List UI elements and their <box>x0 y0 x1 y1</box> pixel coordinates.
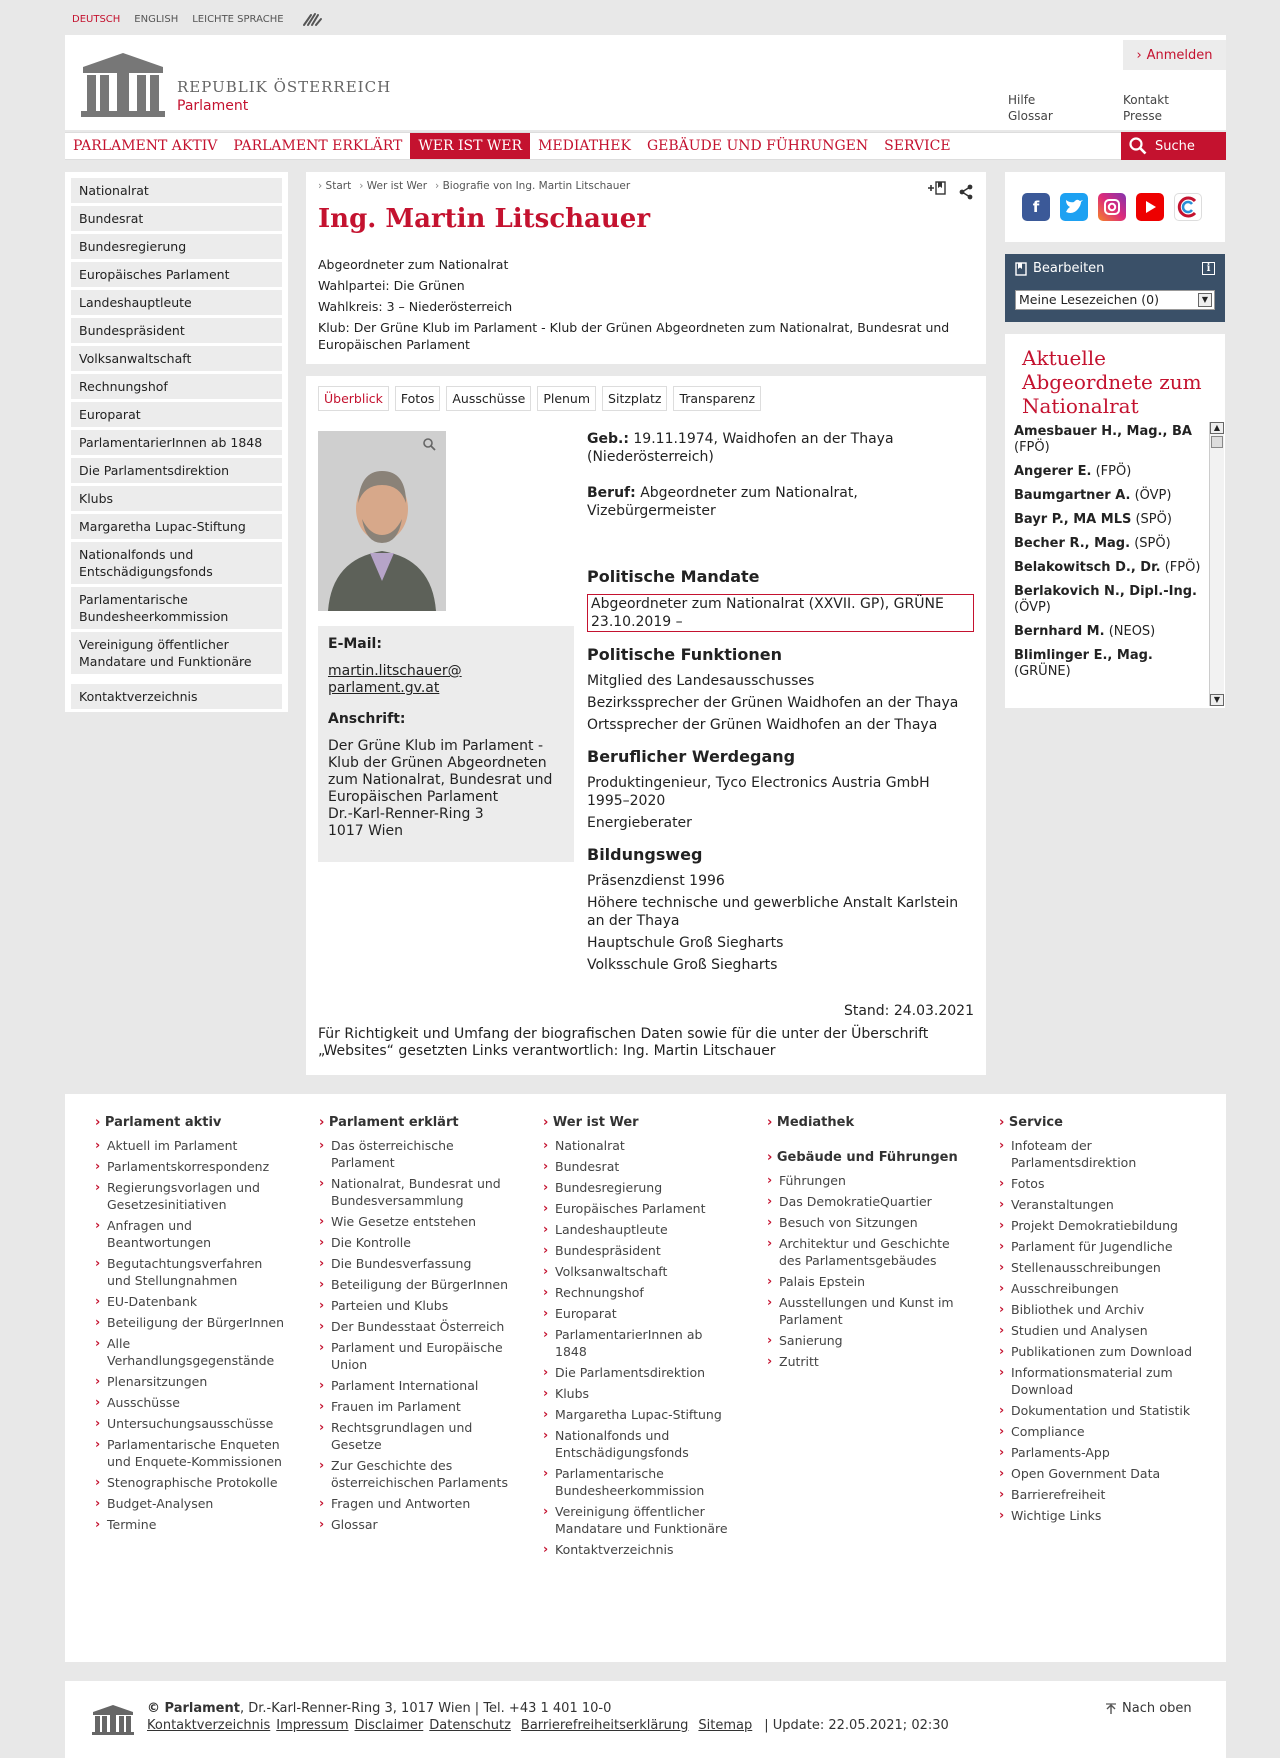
footer-link[interactable]: › Plenarsitzungen <box>95 1373 285 1390</box>
footer-link[interactable]: › Führungen <box>767 1172 967 1189</box>
education-item: Volksschule Groß Siegharts <box>587 957 778 973</box>
mp-list-item[interactable]: Blimlinger E., Mag. (GRÜNE) <box>1014 648 1153 679</box>
link-kontaktverzeichnis[interactable]: Kontaktverzeichnis <box>147 1718 271 1733</box>
mp-list-scrollbar[interactable] <box>1209 422 1224 706</box>
person-district: Wahlkreis: 3 – Niederösterreich <box>318 299 513 314</box>
footer-link[interactable]: › Infoteam der Parlamentsdirektion <box>999 1137 1199 1171</box>
parliament-small-logo-icon <box>91 1705 135 1735</box>
person-header-panel <box>306 172 986 364</box>
facebook-icon[interactable]: f <box>1022 193 1050 221</box>
footer-link[interactable]: › Anfragen und Beantwortungen <box>95 1217 285 1251</box>
born-label: Geb.: <box>587 431 629 447</box>
footer-link[interactable]: › Ausschreibungen <box>999 1280 1199 1297</box>
person-detail-panel <box>306 376 986 1075</box>
footer-link[interactable]: › Architektur und Geschichte des Parlamentsgebäudes <box>767 1235 967 1269</box>
tab-sitzplatz[interactable]: Sitzplatz <box>602 386 667 411</box>
footer-link[interactable]: › Beteiligung der BürgerInnen <box>319 1276 509 1293</box>
help-link[interactable]: Hilfe <box>1008 93 1036 107</box>
education-item: Präsenzdienst 1996 <box>587 873 725 889</box>
address-street: Dr.-Karl-Renner-Ring 3 <box>328 806 484 822</box>
nav-parlament-erklaert[interactable]: PARLAMENT ERKLÄRT <box>233 138 403 154</box>
footer-link[interactable]: › EU-Datenbank <box>95 1293 285 1310</box>
site-footer <box>65 1094 1226 1662</box>
footer-link[interactable]: › Sanierung <box>767 1332 967 1349</box>
login-button[interactable]: › Anmelden <box>1123 40 1226 70</box>
footer-link[interactable]: › Glossar <box>319 1516 509 1533</box>
logo-subtitle: Parlament <box>177 98 249 114</box>
contact-box <box>318 626 574 862</box>
tab-fotos[interactable]: Fotos <box>395 386 440 411</box>
glossary-link[interactable]: Glossar <box>1008 109 1053 123</box>
bearbeiten-label[interactable]: Bearbeiten <box>1033 261 1105 276</box>
footer-col-parlament-erklaert <box>319 1114 509 1537</box>
footer-heading[interactable]: › Mediathek <box>767 1114 967 1131</box>
footer-link[interactable]: › Parlaments-App <box>999 1444 1199 1461</box>
info-icon[interactable]: i <box>1202 262 1215 275</box>
disclaimer-text: Für Richtigkeit und Umfang der biografischen Daten sowie für die unter der Überschrift „Websites“ gesetzten Links verantwortlich: Ing. Martin Litschauer <box>318 1026 929 1059</box>
footer-link[interactable]: › Veranstaltungen <box>999 1196 1199 1213</box>
share-icon[interactable] <box>958 184 974 200</box>
profile-tabs <box>318 386 761 411</box>
footer-link[interactable]: › Alle Verhandlungsgegenstände <box>95 1335 285 1369</box>
mp-list-item[interactable]: Becher R., Mag. (SPÖ) <box>1014 536 1171 551</box>
search-button[interactable]: Suche <box>1121 132 1226 160</box>
function-item: Ortssprecher der Grünen Waidhofen an der Thaya <box>587 717 938 733</box>
sidebar-item-kontaktverzeichnis[interactable]: Kontaktverzeichnis <box>71 684 282 709</box>
footer-link[interactable]: › Begutachtungsverfahren und Stellungnahmen <box>95 1255 285 1289</box>
search-icon <box>1129 137 1147 155</box>
footer-col-parlament-aktiv <box>95 1114 285 1537</box>
footer-link[interactable]: › Aktuell im Parlament <box>95 1137 285 1154</box>
tab-ueberblick[interactable]: Überblick <box>318 386 389 411</box>
arrow-up-icon <box>1106 1703 1116 1715</box>
parliament-building-icon <box>79 53 167 117</box>
address-club: Der Grüne Klub im Parlament - Klub der Grünen Abgeordneten zum Nationalrat, Bundesrat und Europäischen Parlament <box>328 738 553 805</box>
stand-date: Stand: 24.03.2021 <box>843 1003 974 1019</box>
job-label: Beruf: <box>587 485 636 501</box>
bottom-bar <box>65 1681 1226 1758</box>
born-value: 19.11.1974, Waidhofen an der Thaya (Niederösterreich) <box>587 431 894 465</box>
sidebar-item-parlamentsdirektion[interactable]: Die Parlamentsdirektion <box>71 458 282 483</box>
functions-heading: Politische Funktionen <box>587 645 782 664</box>
breadcrumb-wer-ist-wer[interactable]: Wer ist Wer <box>366 180 428 192</box>
footer-link[interactable]: › Untersuchungsausschüsse <box>95 1415 285 1432</box>
bookmarks-select[interactable]: Meine Lesezeichen (0) ▼ <box>1015 290 1215 310</box>
lang-deutsch[interactable]: DEUTSCH <box>72 14 121 25</box>
footer-link[interactable]: › Termine <box>95 1516 285 1533</box>
scrollbar-thumb[interactable] <box>1211 436 1223 448</box>
mp-list-item[interactable]: Baumgartner A. (ÖVP) <box>1014 488 1172 503</box>
sidebar-item-vereinigung[interactable]: Vereinigung öffentlicher Mandatare und Funktionäre <box>71 632 282 674</box>
footer-link[interactable]: › Compliance <box>999 1423 1199 1440</box>
twitter-icon[interactable] <box>1060 193 1088 221</box>
nav-parlament-aktiv[interactable]: PARLAMENT AKTIV <box>73 138 218 154</box>
person-party: Wahlpartei: Die Grünen <box>318 278 465 293</box>
footer-link[interactable]: › Regierungsvorlagen und Gesetzesinitiativen <box>95 1179 285 1213</box>
scroll-up-arrow-icon[interactable]: ▲ <box>1210 422 1224 434</box>
education-item: Hauptschule Groß Siegharts <box>587 935 784 951</box>
sidebar <box>65 172 288 712</box>
sidebar-item-nationalfonds[interactable]: Nationalfonds und Entschädigungsfonds <box>71 542 282 584</box>
footer-col-mediathek <box>767 1114 967 1374</box>
footer-link[interactable]: › Kontaktverzeichnis <box>543 1541 733 1558</box>
footer-link[interactable]: › Frauen im Parlament <box>319 1398 509 1415</box>
sidebar-item-rechnungshof[interactable]: Rechnungshof <box>71 374 282 399</box>
email-link[interactable]: martin.litschauer@ parlament.gv.at <box>328 663 462 696</box>
current-mps-heading: Aktuelle Abgeordnete zum Nationalrat <box>1022 346 1202 418</box>
current-mps-panel <box>1005 334 1225 708</box>
help-links <box>1008 92 1053 124</box>
footer-link[interactable]: › Palais Epstein <box>767 1273 967 1290</box>
footer-link[interactable]: › Parlament für Jugendliche <box>999 1238 1199 1255</box>
footer-link[interactable]: › Vereinigung öffentlicher Mandatare und Funktionäre <box>543 1503 733 1537</box>
career-heading: Beruflicher Werdegang <box>587 747 796 766</box>
footer-link[interactable]: › Die Parlamentsdirektion <box>543 1364 733 1381</box>
footer-link[interactable]: › Fragen und Antworten <box>319 1495 509 1512</box>
footer-link[interactable]: › Zur Geschichte des österreichischen Parlaments <box>319 1457 509 1491</box>
bookmarks-panel <box>1005 254 1225 322</box>
contact-links <box>1123 92 1169 124</box>
youtube-icon[interactable] <box>1136 193 1164 221</box>
education-heading: Bildungsweg <box>587 845 703 864</box>
breadcrumb-current: Biografie von Ing. Martin Litschauer <box>442 180 631 192</box>
mp-list-item[interactable]: Berlakovich N., Dipl.-Ing. (ÖVP) <box>1014 584 1197 615</box>
press-link[interactable]: Presse <box>1123 109 1162 123</box>
footer-link[interactable]: › Beteiligung der BürgerInnen <box>95 1314 285 1331</box>
nav-service[interactable]: SERVICE <box>884 138 951 154</box>
footer-link[interactable]: › Europarat <box>543 1305 733 1322</box>
footer-link[interactable]: › Bibliothek und Archiv <box>999 1301 1199 1318</box>
footer-link[interactable]: › Parlament und Europäische Union <box>319 1339 509 1373</box>
footer-link[interactable]: › Stenographische Protokolle <box>95 1474 285 1491</box>
lang-english[interactable]: ENGLISH <box>134 14 179 25</box>
job-value: Abgeordneter zum Nationalrat, Vizebürgermeister <box>587 485 858 519</box>
sidebar-item-klubs[interactable]: Klubs <box>71 486 282 511</box>
footer-link[interactable]: › Bundesrat <box>543 1158 733 1175</box>
instagram-icon[interactable] <box>1098 193 1126 221</box>
sidebar-item-parlamentarierinnen[interactable]: ParlamentarierInnen ab 1848 <box>71 430 282 455</box>
footer-link[interactable]: › Wie Gesetze entstehen <box>319 1213 509 1230</box>
mp-list-item[interactable]: Belakowitsch D., Dr. (FPÖ) <box>1014 560 1201 575</box>
footer-link[interactable]: › Klubs <box>543 1385 733 1402</box>
footer-link[interactable]: › Margaretha Lupac-Stiftung <box>543 1406 733 1423</box>
footer-link[interactable]: › Stellenausschreibungen <box>999 1259 1199 1276</box>
footer-link[interactable]: › ParlamentarierInnen ab 1848 <box>543 1326 733 1360</box>
language-bar <box>72 14 324 27</box>
link-impressum[interactable]: Impressum <box>276 1718 349 1733</box>
lang-leichte-sprache[interactable]: LEICHTE SPRACHE <box>192 14 284 25</box>
biography <box>587 430 974 978</box>
footer-link[interactable]: › Landeshauptleute <box>543 1221 733 1238</box>
zoom-icon[interactable] <box>422 437 436 451</box>
function-item: Bezirkssprecher der Grünen Waidhofen an der Thaya <box>587 695 959 711</box>
tab-plenum[interactable]: Plenum <box>537 386 596 411</box>
footer-link[interactable]: › Parteien und Klubs <box>319 1297 509 1314</box>
mandates-heading: Politische Mandate <box>587 567 760 586</box>
footer-link[interactable]: › Publikationen zum Download <box>999 1343 1199 1360</box>
footer-link[interactable]: › Ausschüsse <box>95 1394 285 1411</box>
footer-heading[interactable]: › Parlament aktiv <box>95 1114 285 1131</box>
link-barrierefreiheit[interactable]: Barrierefreiheitserklärung <box>520 1718 689 1733</box>
footer-link[interactable]: › Europäisches Parlament <box>543 1200 733 1217</box>
mp-list-item[interactable]: Angerer E. (FPÖ) <box>1014 464 1132 479</box>
footer-link[interactable]: › Das DemokratieQuartier <box>767 1193 967 1210</box>
parliament-logo[interactable] <box>79 53 391 117</box>
footer-link[interactable]: › Rechtsgrundlagen und Gesetze <box>319 1419 509 1453</box>
social-media-bar <box>1005 172 1225 242</box>
breadcrumb: › Start › Wer ist Wer › Biografie von Ing. Martin Litschauer <box>318 180 631 192</box>
portrait-photo[interactable] <box>318 431 446 611</box>
career-item: Energieberater <box>587 815 692 831</box>
footer-link[interactable]: › Parlamentarische Bundesheerkommission <box>543 1465 733 1499</box>
sign-language-icon[interactable] <box>302 11 324 27</box>
copyright-line: © Parlament, Dr.-Karl-Renner-Ring 3, 1017 Wien | Tel. +43 1 401 10-0 <box>147 1701 612 1716</box>
footer-heading[interactable]: › Parlament erklärt <box>319 1114 509 1131</box>
footer-link[interactable]: › Nationalrat <box>543 1137 733 1154</box>
footer-heading[interactable]: › Service <box>999 1114 1199 1131</box>
tab-transparenz[interactable]: Transparenz <box>673 386 761 411</box>
sidebar-item-bundesrat[interactable]: Bundesrat <box>71 206 282 231</box>
footer-col-service <box>999 1114 1199 1528</box>
link-datenschutz[interactable]: Datenschutz <box>429 1718 511 1733</box>
logo-title: REPUBLIK ÖSTERREICH <box>177 78 392 96</box>
update-timestamp: | Update: 22.05.2021; 02:30 <box>764 1718 949 1733</box>
footer-link[interactable]: › Nationalrat, Bundesrat und Bundesversammlung <box>319 1175 509 1209</box>
footer-link[interactable]: › Die Bundesverfassung <box>319 1255 509 1272</box>
footer-link[interactable]: › Dokumentation und Statistik <box>999 1402 1199 1419</box>
site-header <box>65 35 1226 130</box>
footer-link[interactable]: › Budget-Analysen <box>95 1495 285 1512</box>
mp-list-item[interactable]: Bayr P., MA MLS (SPÖ) <box>1014 512 1172 527</box>
nav-wer-ist-wer[interactable]: WER IST WER <box>410 133 530 159</box>
mp-list-item[interactable]: Bernhard M. (NEOS) <box>1014 624 1156 639</box>
nav-mediathek[interactable]: MEDIATHEK <box>538 138 631 154</box>
email-label: E-Mail: <box>328 636 382 652</box>
bookmark-icon <box>1015 262 1027 276</box>
footer-link[interactable]: › Der Bundesstaat Österreich <box>319 1318 509 1335</box>
footer-col-wer-ist-wer <box>543 1114 733 1562</box>
portrait-image <box>318 431 446 611</box>
footer-link[interactable]: › Parlamentarische Enqueten und Enquete-Kommissionen <box>95 1436 285 1470</box>
person-info <box>318 254 958 353</box>
legal-links <box>147 1718 949 1733</box>
footer-link[interactable]: › Informationsmaterial zum Download <box>999 1364 1199 1398</box>
footer-link[interactable]: › Parlamentskorrespondenz <box>95 1158 285 1175</box>
footer-link[interactable]: › Ausstellungen und Kunst im Parlament <box>767 1294 967 1328</box>
breadcrumb-start[interactable]: Start <box>325 180 352 192</box>
link-disclaimer[interactable]: Disclaimer <box>354 1718 424 1733</box>
footer-link[interactable]: › Open Government Data <box>999 1465 1199 1482</box>
footer-link[interactable]: › Das österreichische Parlament <box>319 1137 509 1171</box>
main-navigation <box>65 132 1226 160</box>
education-item: Höhere technische und gewerbliche Anstalt Karlstein an der Thaya <box>587 895 959 929</box>
sidebar-item-volksanwaltschaft[interactable]: Volksanwaltschaft <box>71 346 282 371</box>
mp-list <box>1005 424 1210 706</box>
link-sitemap[interactable]: Sitemap <box>698 1718 753 1733</box>
footer-link[interactable]: › Bundespräsident <box>543 1242 733 1259</box>
bookmark-add-icon[interactable] <box>927 180 947 196</box>
footer-link[interactable]: › Wichtige Links <box>999 1507 1199 1524</box>
address-label: Anschrift: <box>328 711 406 727</box>
tab-ausschuesse[interactable]: Ausschüsse <box>446 386 531 411</box>
footer-link[interactable]: › Fotos <box>999 1175 1199 1192</box>
footer-heading[interactable]: › Gebäude und Führungen <box>767 1149 967 1166</box>
sidebar-item-lupac-stiftung[interactable]: Margaretha Lupac-Stiftung <box>71 514 282 539</box>
footer-link[interactable]: › Rechnungshof <box>543 1284 733 1301</box>
footer-heading[interactable]: › Wer ist Wer <box>543 1114 733 1131</box>
mandate-entry: Abgeordneter zum Nationalrat (XXVII. GP), GRÜNE 23.10.2019 – <box>587 594 974 632</box>
sidebar-item-nationalrat[interactable]: Nationalrat <box>71 178 282 203</box>
sidebar-item-bundesheerkommission[interactable]: Parlamentarische Bundesheerkommission <box>71 587 282 629</box>
sidebar-item-bundesregierung[interactable]: Bundesregierung <box>71 234 282 259</box>
scroll-down-arrow-icon[interactable]: ▼ <box>1210 694 1224 706</box>
back-to-top-link[interactable]: Nach oben <box>1106 1701 1192 1716</box>
podcast-icon[interactable] <box>1174 193 1202 221</box>
sidebar-item-europarat[interactable]: Europarat <box>71 402 282 427</box>
contact-link[interactable]: Kontakt <box>1123 93 1169 107</box>
address-city: 1017 Wien <box>328 823 403 839</box>
footer-link[interactable]: › Die Kontrolle <box>319 1234 509 1251</box>
footer-link[interactable]: › Besuch von Sitzungen <box>767 1214 967 1231</box>
footer-link[interactable]: › Barrierefreiheit <box>999 1486 1199 1503</box>
page-title: Ing. Martin Litschauer <box>318 204 651 234</box>
footer-link[interactable]: › Nationalfonds und Entschädigungsfonds <box>543 1427 733 1461</box>
person-role: Abgeordneter zum Nationalrat <box>318 257 509 272</box>
footer-link[interactable]: › Zutritt <box>767 1353 967 1370</box>
footer-link[interactable]: › Studien und Analysen <box>999 1322 1199 1339</box>
sidebar-item-landeshauptleute[interactable]: Landeshauptleute <box>71 290 282 315</box>
footer-link[interactable]: › Volksanwaltschaft <box>543 1263 733 1280</box>
career-item: Produktingenieur, Tyco Electronics Austria GmbH 1995–2020 <box>587 775 930 809</box>
footer-link[interactable]: › Bundesregierung <box>543 1179 733 1196</box>
footer-link[interactable]: › Projekt Demokratiebildung <box>999 1217 1199 1234</box>
mp-list-item[interactable]: Amesbauer H., Mag., BA (FPÖ) <box>1014 424 1192 455</box>
person-club: Klub: Der Grüne Klub im Parlament - Klub der Grünen Abgeordneten zum Nationalrat, Bundesrat und Europäischen Parlament <box>318 320 950 352</box>
function-item: Mitglied des Landesausschusses <box>587 673 815 689</box>
sidebar-item-eu-parlament[interactable]: Europäisches Parlament <box>71 262 282 287</box>
nav-gebaeude-fuehrungen[interactable]: GEBÄUDE UND FÜHRUNGEN <box>646 138 869 154</box>
footer-link[interactable]: › Parlament International <box>319 1377 509 1394</box>
sidebar-item-bundespraesident[interactable]: Bundespräsident <box>71 318 282 343</box>
chevron-down-icon: ▼ <box>1198 293 1212 307</box>
